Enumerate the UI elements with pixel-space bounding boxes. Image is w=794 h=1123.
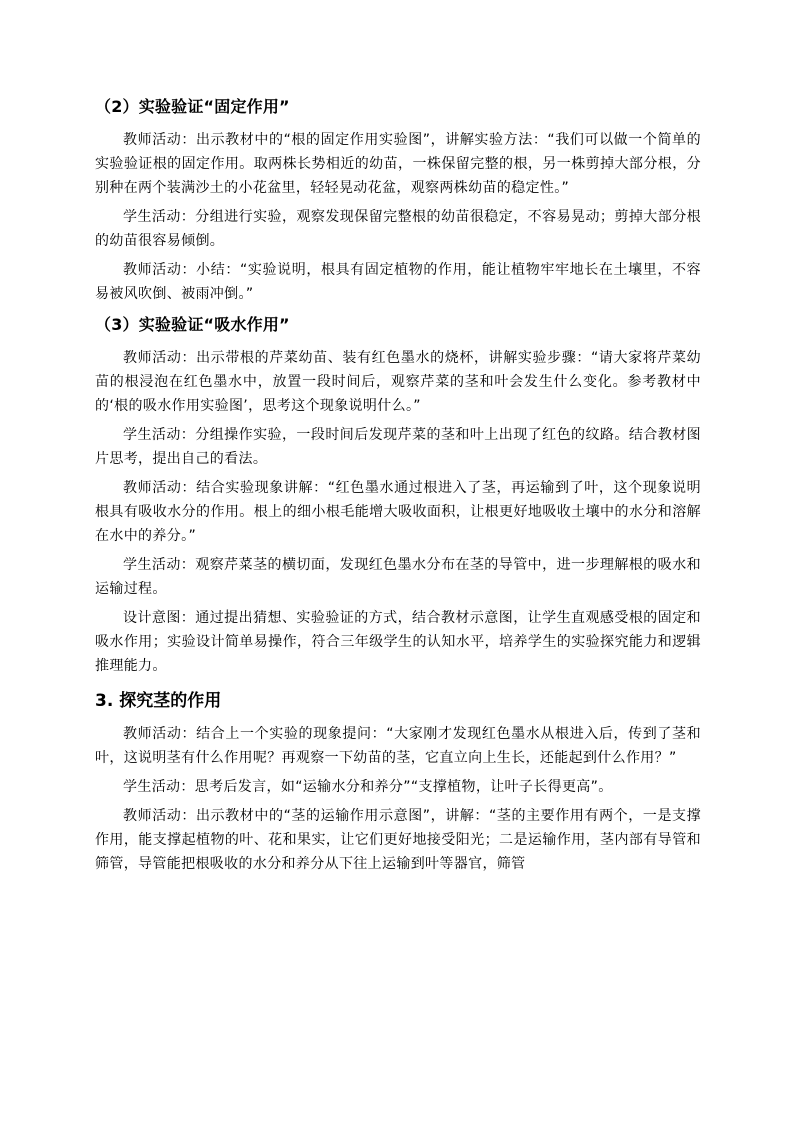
paragraph-student-absorption-operation: 学生活动：分组操作实验，一段时间后发现芹菜的茎和叶上出现了红色的纹路。结合教材图片思考，提出自己的看法。: [95, 427, 701, 467]
paragraph-design-intent: 设计意图：通过提出猜想、实验验证的方式，结合教材示意图，让学生直观感受根的固定和吸水作用；实验设计简单易操作，符合三年级学生的认知水平，培养学生的实验探究能力和逻辑推理能力。: [95, 610, 701, 674]
paragraph-teacher-fixation-method: 教师活动：出示教材中的“根的固定作用实验图”，讲解实验方法：“我们可以做一个简单的实验验证根的固定作用。取两株长势相近的幼苗，一株保留完整的根，另一株剪掉大部分根，分别种在两个装满沙土的小花盆里，轻轻晃动花盆，观察两株幼苗的稳定性。”: [95, 132, 701, 196]
section-heading-fixation-experiment: （2）实验验证“固定作用”: [95, 97, 290, 116]
section-heading-stem-function: 3. 探究茎的作用: [95, 691, 222, 711]
paragraph-teacher-fixation-summary: 教师活动：小结：“实验说明，根具有固定植物的作用，能让植物牢牢地长在土壤里，不容易被风吹倒、被雨冲倒。”: [95, 262, 701, 302]
paragraph-teacher-absorption-steps: 教师活动：出示带根的芹菜幼苗、装有红色墨水的烧杯，讲解实验步骤：“请大家将芹菜幼苗的根浸泡在红色墨水中，放置一段时间后，观察芹菜的茎和叶会发生什么变化。参考教材中的‘根的吸水作用实验图’，思考这个现象说明什么。”: [95, 350, 701, 414]
paragraph-student-stem-answers: 学生活动：思考后发言，如“运输水分和养分”“支撑植物，让叶子长得更高”。: [123, 779, 613, 795]
paragraph-teacher-stem-question: 教师活动：结合上一个实验的现象提问：“大家刚才发现红色墨水从根进入后，传到了茎和叶，这说明茎有什么作用呢？再观察一下幼苗的茎，它直立向上生长，还能起到什么作用？”: [95, 726, 701, 766]
document-body: [95, 93, 701, 881]
paragraph-teacher-stem-explanation: 教师活动：出示教材中的“茎的运输作用示意图”，讲解：“茎的主要作用有两个，一是支撑作用，能支撑起植物的叶、花和果实，让它们更好地接受阳光；二是运输作用，茎内部有导管和筛管，导管能把根吸收的水分和养分从下往上运输到叶等器官，筛管: [95, 808, 701, 872]
paragraph-student-fixation-result: 学生活动：分组进行实验，观察发现保留完整根的幼苗很稳定，不容易晃动；剪掉大部分根的幼苗很容易倾倒。: [95, 209, 701, 249]
section-heading-absorption-experiment: （3）实验验证“吸水作用”: [95, 315, 290, 334]
paragraph-teacher-absorption-explanation: 教师活动：结合实验现象讲解：“红色墨水通过根进入了茎，再运输到了叶，这个现象说明根具有吸收水分的作用。根上的细小根毛能增大吸收面积，让根更好地吸收土壤中的水分和溶解在水中的养分。”: [95, 480, 701, 544]
paragraph-student-stem-cross-section: 学生活动：观察芹菜茎的横切面，发现红色墨水分布在茎的导管中，进一步理解根的吸水和运输过程。: [95, 557, 701, 597]
